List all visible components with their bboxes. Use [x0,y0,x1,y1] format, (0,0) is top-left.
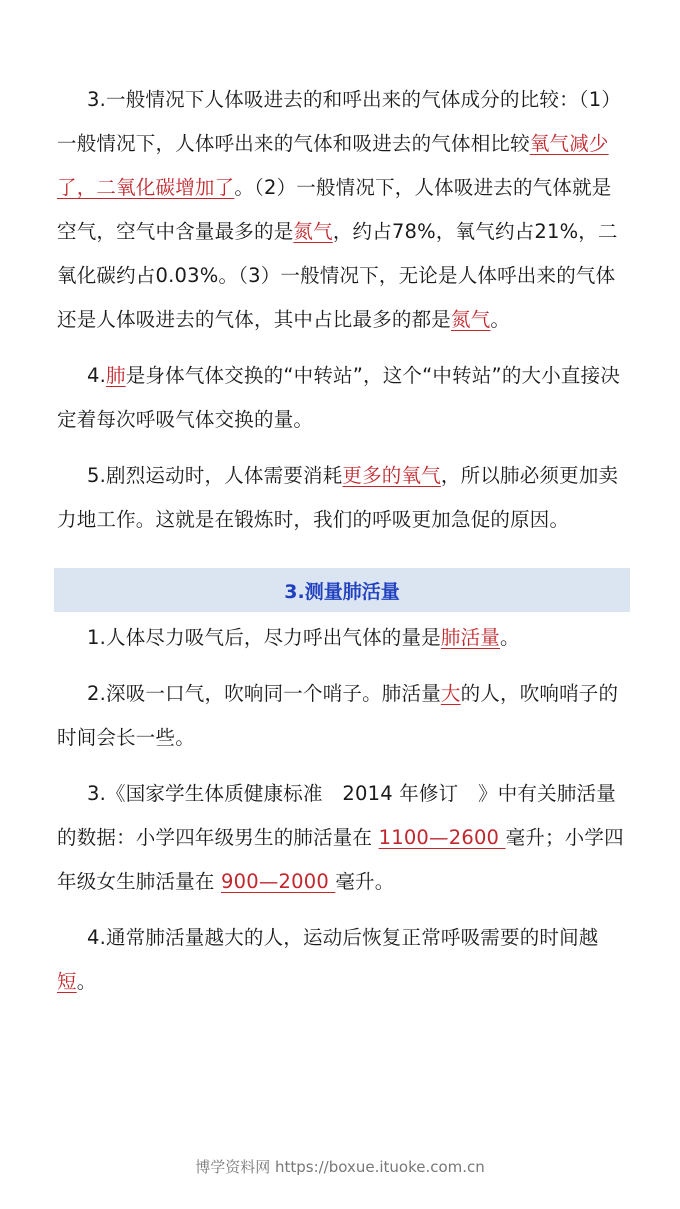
answer-blank: 肺 [106,364,126,387]
text: 。 [490,308,511,331]
text: 的人，吹响哨子的时间会长一些。 [57,682,619,749]
text: 。（2）一般情况下，人体吸进去的气体就是空气，空气中含量最多的是 [57,176,612,243]
answer-blank: 氮气 [293,220,333,243]
answer-blank: 肺活量 [440,626,501,649]
text: ，所以肺必须更加卖力地工作。这就是在锻炼时，我们的呼吸更加急促的原因。 [57,464,619,531]
answer-blank: 更多的氧气 [342,464,441,487]
answer-blank: 氮气 [451,308,491,331]
paragraph-vital-capacity-definition [57,616,627,660]
answer-blank: 大 [440,682,461,705]
text: 是身体气体交换的“中转站”，这个“中转站”的大小直接决定着每次呼吸气体交换的量。 [57,364,621,431]
answer-blank: 900—2000 [221,870,336,893]
text: 毫升。 [335,870,395,893]
text: 。 [500,626,520,649]
paragraph-gas-comparison [57,78,627,342]
text: 。 [76,970,97,993]
answer-blank: 1100—2600 [378,826,506,849]
text: 毫升；小学四年级女生肺活量在 [57,826,624,893]
text: 3.《国家学生体质健康标准 2014 年修订 》中有关肺活量的数据：小学四年级男生的肺活量在 [57,782,616,849]
text: ，约占78%，氧气约占21%，二氧化碳约占0.03%。（3）一般情况下，无论是人体呼出来的气体还是人体吸进去的气体，其中占比最多的都是 [57,220,618,331]
paragraph-exercise-breathing [57,454,627,542]
text: 4.通常肺活量越大的人，运动后恢复正常呼吸需要的时间越 [87,926,599,949]
text: 2.深吸一口气，吹响同一个哨子。肺活量 [87,682,441,705]
paragraph-fitness-standard [57,772,627,904]
section-heading: 3.测量肺活量 [284,580,400,603]
text: 4. [87,364,107,387]
answer-blank: 氧气减少了，二氧化碳增加了 [57,132,609,199]
section-heading-band [54,568,630,612]
text: 1.人体尽力吸气后，尽力呼出气体的量是 [87,626,441,649]
paragraph-recovery-time [57,916,627,1004]
footer-watermark: 博学资料网 https://boxue.ituoke.com.cn [195,1158,485,1176]
text: 5.剧烈运动时，人体需要消耗 [87,464,343,487]
document-body [57,78,627,1004]
text: 3.一般情况下人体吸进去的和呼出来的气体成分的比较：（1）一般情况下，人体呼出来的气体和吸进去的气体相比较 [57,88,622,155]
paragraph-whistle-test [57,672,627,760]
paragraph-lung-transfer-station [57,354,627,442]
answer-blank: 短 [57,970,77,993]
